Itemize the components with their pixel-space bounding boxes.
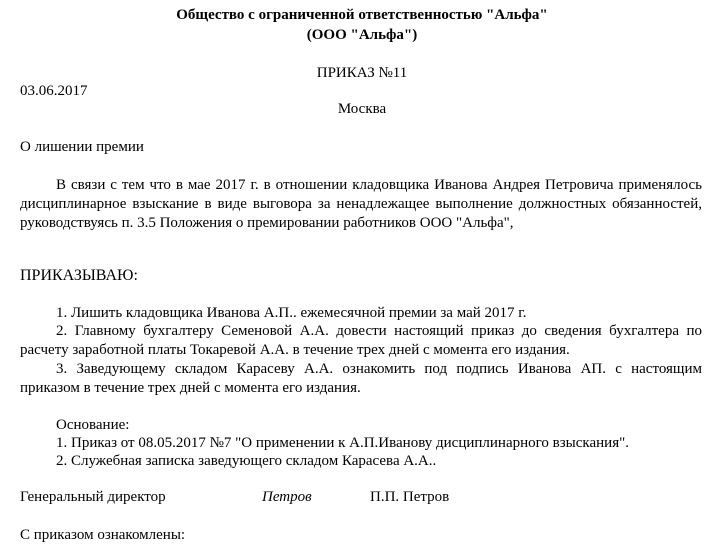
order-city: Москва xyxy=(337,101,387,117)
acknowledged-label: С приказом ознакомлены: xyxy=(20,527,186,543)
decree-word: ПРИКАЗЫВАЮ: xyxy=(20,267,138,284)
org-name: Общество с ограниченной ответственностью "Альфа" xyxy=(176,7,548,23)
org-short-name: (ООО "Альфа") xyxy=(306,27,418,43)
signature-handwritten: Петров xyxy=(262,489,312,505)
basis-item-2: 2. Служебная записка заведующего складом Карасева А.А.. xyxy=(56,453,437,469)
order-subject: О лишении премии xyxy=(20,139,144,155)
order-item-3: 3. Заведующему складом Карасеву А.А. ознакомить под подпись Иванова АП. с настоящим приказом в течение трех дней с момента его издания. xyxy=(20,361,702,396)
order-title: ПРИКАЗ №11 xyxy=(316,65,408,81)
basis-label: Основание: xyxy=(56,417,130,433)
signature-name: П.П. Петров xyxy=(370,489,450,505)
signature-position: Генеральный директор xyxy=(20,489,166,505)
preamble-paragraph: В связи с тем что в мае 2017 г. в отношении кладовщика Иванова Андрея Петровича применялось дисциплинарное взыскание в виде выговора за ненадлежащее выполнение должностных обязанностей, руководствуясь п. 3.5 Положения о премировании работников ООО "Альфа", xyxy=(20,177,702,231)
basis-item-1: 1. Приказ от 08.05.2017 №7 "О применении к А.П.Иванову дисциплинарного взыскания". xyxy=(56,435,629,451)
order-item-1: 1. Лишить кладовщика Иванова А.П.. ежемесячной премии за май 2017 г. xyxy=(56,305,527,321)
order-item-2: 2. Главному бухгалтеру Семеновой А.А. довести настоящий приказ до сведения бухгалтера по расчету заработной платы Токаревой А.А. в течение трех дней с момента его издания. xyxy=(20,323,702,358)
order-date: 03.06.2017 xyxy=(20,83,88,99)
